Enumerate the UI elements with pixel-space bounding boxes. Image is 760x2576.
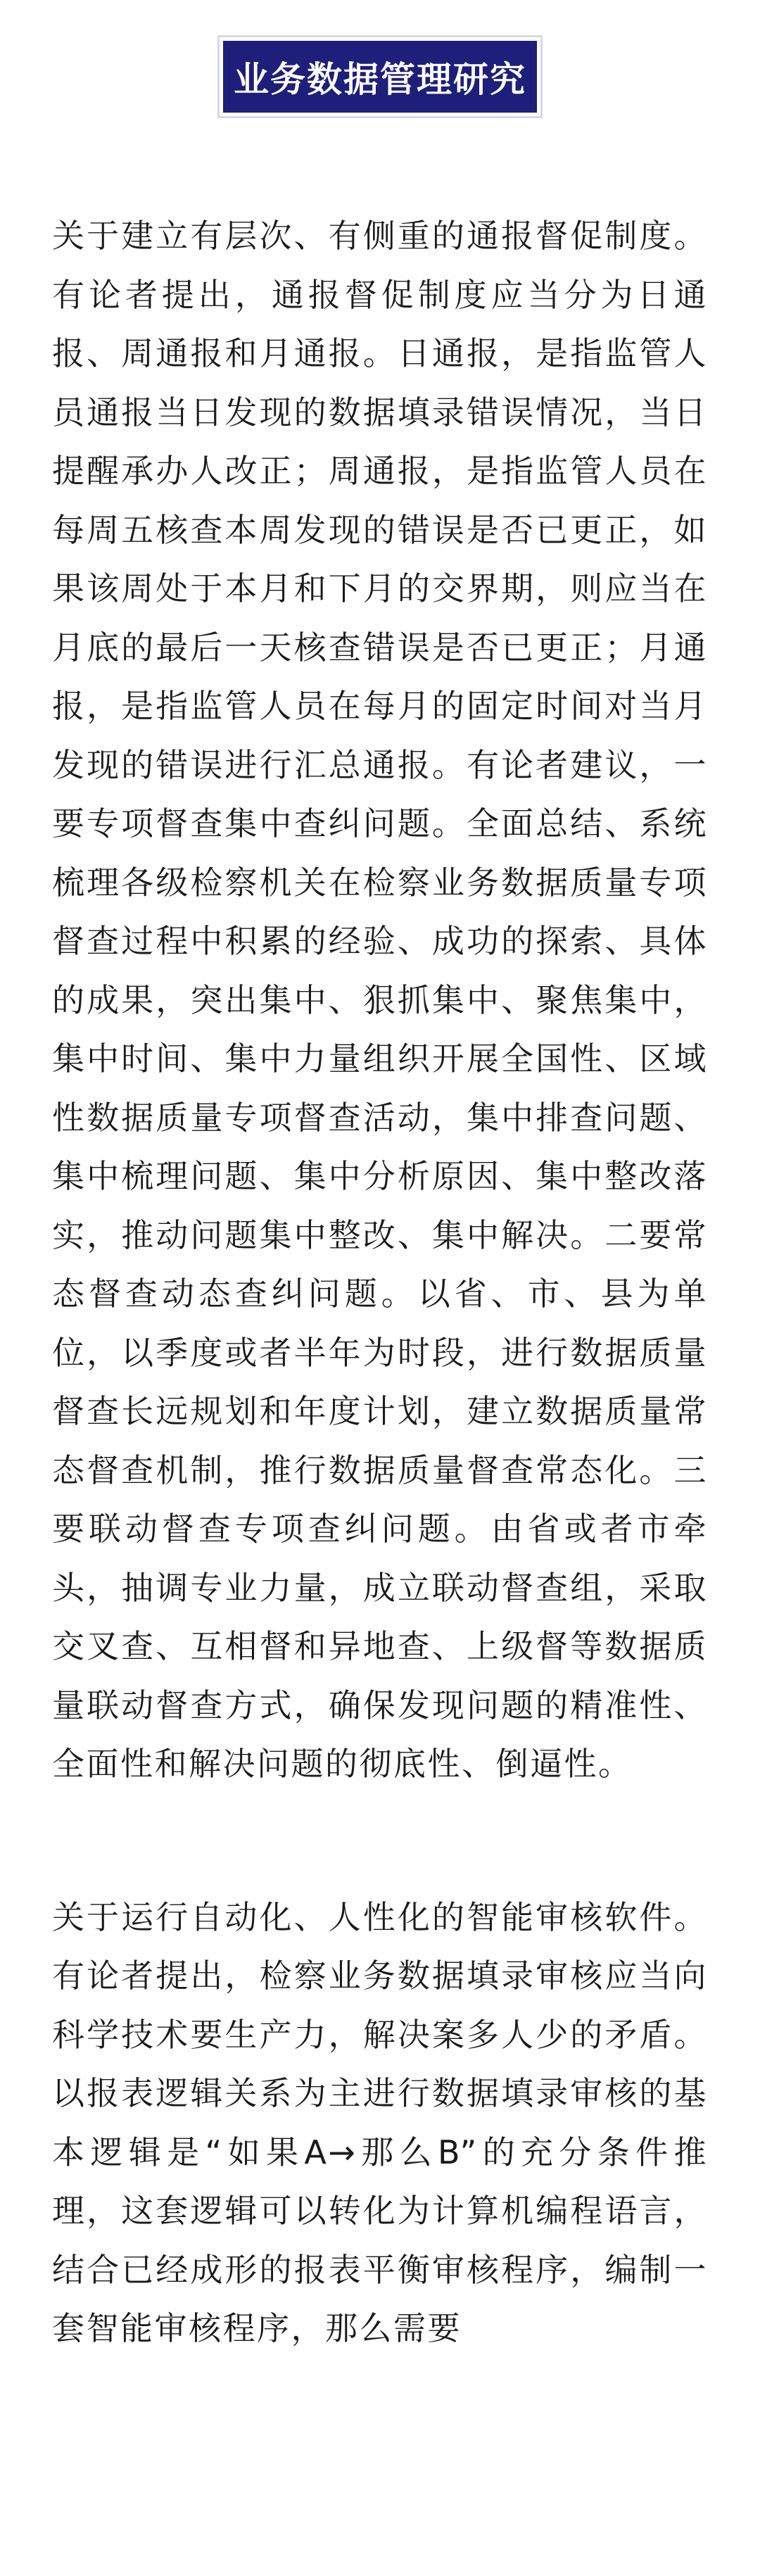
title-badge	[217, 35, 543, 118]
paragraph-smart-review-software: 关于运行自动化、人性化的智能审核软件。有论者提出，检察业务数据填录审核应当向科学技术要生产力，解决案多人少的矛盾。以报表逻辑关系为主进行数据填录审核的基本逻辑是“如果A→那么B”的充分条件推理，这套逻辑可以转化为计算机编程语言，结合已经成形的报表平衡审核程序，编制一套智能审核程序，那么需要	[52, 1898, 708, 2347]
title-container	[0, 35, 760, 118]
article-body	[52, 207, 708, 2359]
paragraph-notification-system: 关于建立有层次、有侧重的通报督促制度。有论者提出，通报督促制度应当分为日通报、周通报和月通报。日通报，是指监管人员通报当日发现的数据填录错误情况，当日提醒承办人改正；周通报，是指监管人员在每周五核查本周发现的错误是否已更正，如果该周处于本月和下月的交界期，则应当在月底的最后一天核查错误是否已更正；月通报，是指监管人员在每月的固定时间对当月发现的错误进行汇总通报。有论者建议，一要专项督查集中查纠问题。全面总结、系统梳理各级检察机关在检察业务数据质量专项督查过程中积累的经验、成功的探索、具体的成果，突出集中、狠抓集中、聚焦集中，集中时间、集中力量组织开展全国性、区域性数据质量专项督查活动，集中排查问题、集中梳理问题、集中分析原因、集中整改落实，推动问题集中整改、集中解决。二要常态督查动态查纠问题。以省、市、县为单位，以季度或者半年为时段，进行数据质量督查长远规划和年度计划，建立数据质量常态督查机制，推行数据质量督查常态化。三要联动督查专项查纠问题。由省或者市牵头，抽调专业力量，成立联动督查组，采取交叉查、互相督和异地查、上级督等数据质量联动督查方式，确保发现问题的精准性、全面性和解决问题的彻底性、倒逼性。	[52, 217, 708, 1783]
page-title: 业务数据管理研究	[223, 41, 537, 113]
